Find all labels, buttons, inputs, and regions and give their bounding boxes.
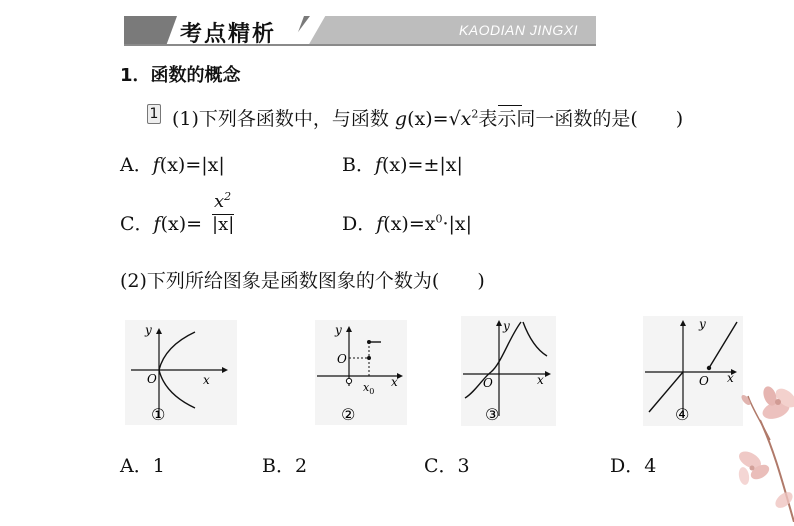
answer-a-label: A． [120, 455, 153, 477]
option-b-expr: (x)=±|x| [382, 154, 463, 176]
q1-stem-suffix: 表示同一函数的是( ) [478, 108, 684, 130]
answer-b-value: 2 [294, 455, 308, 477]
option-b-label: B． [342, 154, 375, 176]
graph-2-y-arrow [346, 326, 352, 332]
graph-2 [315, 320, 407, 425]
graph-3-svg [461, 316, 556, 426]
graph-2-y-label: y [335, 323, 342, 337]
q2-answer-d[interactable] [610, 451, 656, 478]
option-b-fn: f [374, 154, 383, 176]
option-d-tail: ·|x| [442, 213, 473, 235]
graph-2-x0-base: x [363, 381, 370, 394]
sqrt-icon: √ [448, 108, 461, 130]
answer-d-value: 4 [644, 455, 657, 477]
option-c-fn: f [153, 213, 161, 235]
flower-svg [730, 300, 794, 522]
q1-stem [172, 104, 683, 131]
q2-answer-b[interactable] [262, 451, 307, 478]
graph-4-y-arrow [680, 320, 686, 326]
q1-option-c[interactable] [120, 209, 202, 236]
q1-stem-arg: (x)= [407, 108, 449, 130]
answer-d-label: D． [610, 455, 645, 477]
flower-branch-icon [730, 300, 794, 522]
fraction-num-base: x [214, 191, 225, 212]
q1-option-a[interactable] [120, 150, 225, 177]
flower-blossom-2 [736, 448, 772, 486]
answer-a-value: 1 [152, 455, 165, 477]
banner-title: 考点精析 [180, 22, 277, 47]
graph-4 [643, 316, 743, 426]
graph-1-svg [125, 320, 237, 425]
graph-2-origin: O [337, 352, 347, 366]
graph-2-point-mid [367, 356, 371, 360]
graph-2-point-top [367, 340, 371, 344]
graph-4-origin: O [699, 374, 709, 388]
q1-radicand-exp: 2 [471, 107, 479, 121]
option-c-label: C． [120, 213, 154, 235]
graph-1-y-label: y [145, 323, 152, 337]
graph-3-curve-right [523, 322, 547, 356]
answer-b-label: B． [262, 455, 295, 477]
graph-2-svg [315, 320, 407, 425]
graph-2-x0-sub: 0 [369, 387, 375, 396]
fraction-num-exp: 2 [224, 190, 232, 203]
q1-option-b[interactable] [342, 150, 463, 177]
option-d-exp: 0 [435, 212, 443, 226]
question-number-icon[interactable]: 1 [147, 104, 161, 124]
q1-radicand: x [460, 108, 472, 130]
graph-4-y-label: y [699, 317, 706, 331]
answer-c-value: 3 [457, 455, 470, 477]
fraction-denominator: |x| [212, 214, 235, 235]
graph-1 [125, 320, 237, 425]
flower-blossom-1 [760, 385, 794, 423]
q2-stem: (2)下列所给图象是函数图象的个数为( ) [120, 270, 485, 292]
graph-3-origin: O [483, 376, 493, 390]
option-c-fraction [212, 190, 238, 242]
banner-subtitle: KAODIAN JINGXI [458, 22, 578, 38]
q2-answer-c[interactable] [424, 451, 470, 478]
graph-2-x0 [363, 381, 374, 396]
graph-4-x-label: x [727, 371, 734, 385]
graph-2-number: ② [341, 405, 356, 424]
option-d-expr: (x)=x [383, 213, 436, 235]
sqrt-overline [498, 105, 522, 106]
q2-answer-a[interactable] [120, 451, 165, 478]
q1-stem-fn: g [394, 108, 408, 130]
q1-option-d[interactable] [342, 209, 472, 236]
graph-2-x-arrow [397, 373, 403, 379]
graph-1-x-arrow [222, 367, 228, 373]
option-d-fn: f [376, 213, 384, 235]
graph-4-svg [643, 316, 743, 426]
graph-1-y-arrow [156, 328, 162, 334]
answer-c-label: C． [424, 455, 458, 477]
graph-1-origin: O [147, 372, 157, 386]
graph-3-y-arrow [496, 320, 502, 326]
graph-2-open-point [346, 378, 351, 383]
graph-3-curve-left [465, 322, 521, 398]
option-d-label: D． [342, 213, 377, 235]
graph-4-number: ④ [675, 405, 690, 424]
q1-stem-prefix: (1)下列各函数中，与函数 [172, 108, 389, 130]
graph-1-x-label: x [203, 373, 210, 387]
option-c-expr: (x)= [160, 213, 203, 235]
section-heading: 1．函数的概念 [120, 65, 241, 86]
option-a-fn: f [152, 154, 160, 176]
graph-3-number: ③ [485, 405, 500, 424]
fraction-numerator [214, 190, 231, 212]
option-a-label: A． [120, 154, 153, 176]
graph-3-y-label: y [503, 319, 510, 333]
option-a-expr: (x)=|x| [159, 154, 225, 176]
graph-4-point [707, 366, 711, 370]
graph-3-x-label: x [537, 373, 544, 387]
graph-3 [461, 316, 556, 426]
graph-1-number: ① [151, 405, 166, 424]
graph-3-x-arrow [545, 371, 551, 377]
graph-2-x-label: x [391, 375, 398, 389]
section-banner [124, 16, 596, 46]
